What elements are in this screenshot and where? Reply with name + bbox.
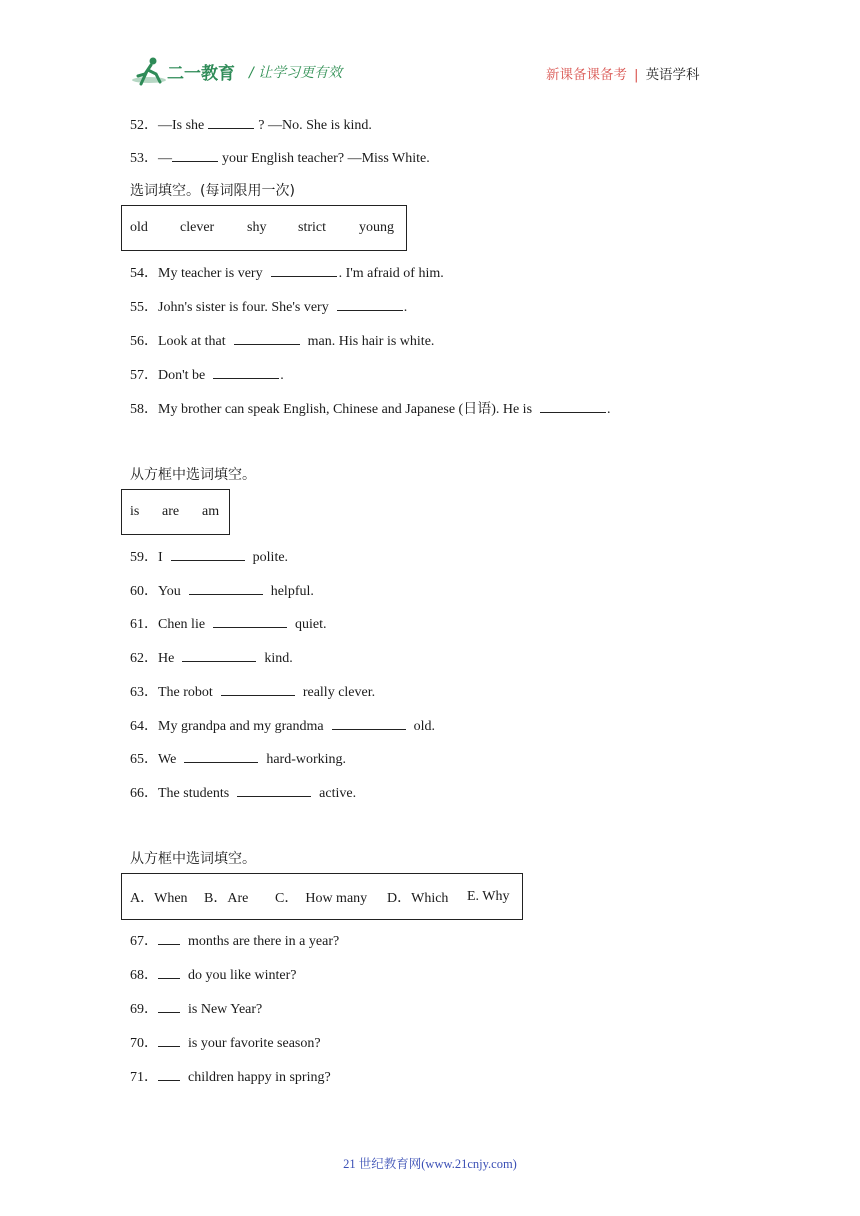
- question-52: 52．—Is she ? —No. She is kind.: [130, 118, 372, 133]
- question-55: 55．John's sister is four. She's very .: [130, 300, 408, 315]
- answer-blank[interactable]: [234, 332, 300, 345]
- answer-blank[interactable]: [221, 683, 295, 696]
- question-67: 67． months are there in a year?: [130, 934, 340, 949]
- section4-instruction: 从方框中选词填空。: [130, 851, 256, 867]
- word-option: A．When: [130, 890, 188, 906]
- answer-blank[interactable]: [171, 548, 245, 561]
- answer-blank[interactable]: [213, 366, 279, 379]
- question-56: 56．Look at that man. His hair is white.: [130, 334, 435, 349]
- answer-blank[interactable]: [158, 1000, 180, 1013]
- answer-blank[interactable]: [158, 1068, 180, 1081]
- question-64: 64．My grandpa and my grandma old.: [130, 719, 436, 734]
- answer-blank[interactable]: [182, 649, 256, 662]
- answer-blank[interactable]: [172, 149, 218, 162]
- question-54: 54．My teacher is very . I'm afraid of him.: [130, 266, 444, 281]
- answer-blank[interactable]: [189, 582, 263, 595]
- word-box-2: [121, 489, 230, 535]
- question-53: 53．— your English teacher? —Miss White.: [130, 151, 430, 166]
- question-57: 57．Don't be .: [130, 368, 284, 383]
- question-70: 70． is your favorite season?: [130, 1036, 321, 1051]
- word-option: E. Why: [467, 888, 510, 904]
- question-62: 62．He kind.: [130, 651, 293, 666]
- word-option: strict: [298, 220, 326, 235]
- answer-blank[interactable]: [158, 932, 180, 945]
- logo-text: 二一教育: [167, 64, 235, 84]
- word-option: shy: [247, 220, 267, 235]
- answer-blank[interactable]: [271, 264, 337, 277]
- answer-blank[interactable]: [208, 116, 254, 129]
- header-subject: 英语学科: [645, 67, 700, 83]
- header-right: [546, 63, 700, 83]
- question-60: 60．You helpful.: [130, 584, 314, 599]
- answer-blank[interactable]: [237, 784, 311, 797]
- question-71: 71． children happy in spring?: [130, 1070, 331, 1085]
- word-option: B．Are: [204, 890, 249, 906]
- footer-link[interactable]: 21 世纪教育网(www.21cnjy.com): [343, 1157, 517, 1171]
- header-separator: |: [634, 67, 639, 83]
- header-tagline: 新课备课备考: [546, 67, 627, 83]
- answer-blank[interactable]: [158, 966, 180, 979]
- question-59: 59．I polite.: [130, 550, 289, 565]
- question-69: 69． is New Year?: [130, 1002, 263, 1017]
- question-66: 66．The students active.: [130, 786, 357, 801]
- question-68: 68． do you like winter?: [130, 968, 297, 983]
- word-option: is: [130, 504, 140, 519]
- answer-blank[interactable]: [184, 750, 258, 763]
- slogan: / 让学习更有效: [249, 65, 343, 81]
- word-option: young: [359, 220, 394, 235]
- word-option: am: [202, 504, 220, 519]
- answer-blank[interactable]: [332, 717, 406, 730]
- answer-blank[interactable]: [540, 400, 606, 413]
- word-option: D．Which: [387, 890, 449, 906]
- word-option: C． How many: [275, 890, 368, 906]
- logo: [131, 54, 237, 90]
- word-box-3: [121, 873, 523, 920]
- question-63: 63．The robot really clever.: [130, 685, 376, 700]
- question-61: 61．Chen lie quiet.: [130, 617, 327, 632]
- question-58: 58．My brother can speak English, Chinese and Japanese (日语). He is .: [130, 402, 611, 417]
- question-65: 65．We hard-working.: [130, 752, 347, 767]
- answer-blank[interactable]: [337, 298, 403, 311]
- answer-blank[interactable]: [158, 1034, 180, 1047]
- word-box-1: [121, 205, 407, 251]
- section3-instruction: 从方框中选词填空。: [130, 467, 256, 483]
- section2-instruction: 选词填空。(每词限用一次): [130, 183, 295, 199]
- word-option: clever: [180, 220, 215, 235]
- word-option: old: [130, 220, 148, 235]
- answer-blank[interactable]: [213, 615, 287, 628]
- word-option: are: [162, 504, 180, 519]
